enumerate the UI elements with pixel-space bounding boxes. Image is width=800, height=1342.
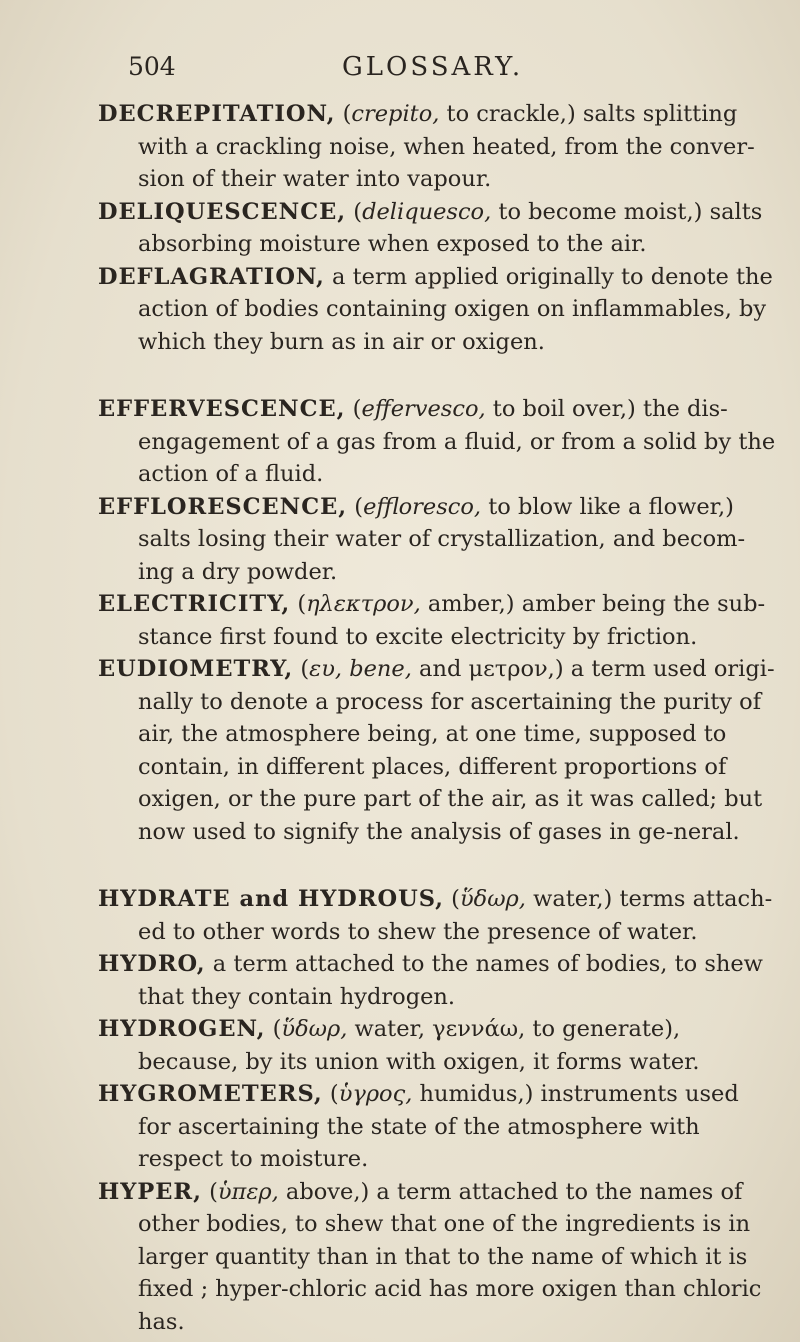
entry-etym-gloss: amber,): [420, 591, 515, 617]
entry-etymology: crepito,: [351, 101, 440, 127]
glossary-entry: [98, 1176, 778, 1339]
entry-etym-open: (: [346, 198, 363, 225]
entry-etym-open: (: [335, 101, 352, 127]
entry-definition: salts absorbing moisture when exposed to the air.: [138, 198, 763, 257]
glossary-entry: [98, 1013, 778, 1078]
entry-headword: EFFERVESCENCE,: [98, 396, 346, 422]
entry-etym-gloss: above,): [278, 1178, 370, 1205]
entry-etym-open: (: [345, 396, 362, 422]
entry-etymology: ὕδωρ,: [459, 886, 526, 912]
glossary-entry: [98, 491, 778, 589]
entry-headword: HYDROGEN,: [98, 1016, 266, 1042]
entry-headword: DELIQUESCENCE,: [98, 198, 347, 225]
entry-etym-open: (: [347, 493, 364, 520]
glossary-entry: [98, 196, 778, 261]
entry-headword: HYDRATE and HYDROUS,: [98, 886, 445, 912]
entry-headword: DECREPITATION,: [98, 101, 336, 127]
page-header: [128, 52, 688, 92]
entry-definition: the dis-engagement of a gas from a fluid, or from a solid by the action of a fluid.: [138, 396, 776, 487]
entry-etym-gloss: water, γεννάω, to generate),: [347, 1016, 681, 1042]
entry-headword: HYPER,: [98, 1178, 202, 1205]
entry-definition: salts splitting with a crackling noise, when heated, from the conver-sion of their water into vapour.: [138, 101, 755, 192]
entry-etym-gloss: humidus,): [412, 1081, 534, 1107]
entry-definition: because, by its union with oxigen, it forms water.: [138, 1048, 700, 1075]
entry-headword: ELECTRICITY,: [98, 591, 291, 617]
entry-headword: HYDRO,: [98, 951, 206, 977]
entry-definition: salts losing their water of crystallization, and becom-ing a dry powder.: [138, 526, 746, 585]
glossary-entry: [98, 1078, 778, 1176]
glossary-entry: [98, 393, 778, 491]
entry-etymology: ηλεκτρον,: [306, 591, 421, 617]
entry-headword: HYGROMETERS,: [98, 1081, 323, 1107]
page-number: 504: [128, 52, 176, 81]
glossary-entry: [98, 261, 778, 359]
entry-etym-open: (: [322, 1081, 339, 1107]
entry-etymology: deliquesco,: [362, 198, 492, 225]
entry-etym-open: (: [444, 886, 460, 912]
entry-definition: terms attach-ed to other words to shew the presence of water.: [138, 886, 773, 945]
entry-etym-open: (: [265, 1016, 282, 1042]
entry-definition: amber being the sub-stance first found to excite electricity by friction.: [138, 591, 766, 650]
entry-etymology: ευ, bene,: [309, 656, 412, 682]
entry-etymology: ὕδωρ,: [281, 1016, 348, 1042]
entry-etym-open: (: [201, 1178, 218, 1205]
glossary-entry: [98, 98, 778, 196]
entry-headword: DEFLAGRATION,: [98, 263, 325, 290]
entry-etym-open: (: [290, 591, 307, 617]
entry-definition: instruments used for ascertaining the state of the atmosphere with respect to moisture.: [138, 1081, 739, 1172]
entry-etym-gloss: to become moist,): [491, 198, 703, 225]
entry-headword: EUDIOMETRY,: [98, 656, 294, 682]
entry-etymology: effloresco,: [363, 493, 482, 520]
entry-headword: EFFLORESCENCE,: [98, 493, 348, 520]
entry-etymology: ὑγρος,: [338, 1081, 413, 1107]
entry-etymology: ὑπερ,: [217, 1178, 279, 1205]
entry-etym-gloss: to blow like a flower,): [481, 493, 734, 520]
entry-definition: a term applied originally to denote the action of bodies containing oxigen on inflammables, by which they burn as in air or oxigen.: [138, 263, 773, 355]
entry-definition: a term used origi-nally to denote a process for ascertaining the purity of air, the atmosphere being, at one time, supposed to contain, in different places, different proportions of oxigen, or the pure part of the air, as it was called; but now used to signify the analysis of gases in ge-neral.: [138, 656, 775, 845]
entry-etym-gloss: to boil over,): [485, 396, 636, 422]
entry-definition: a term attached to the names of bodies, to shew that they contain hydrogen.: [138, 951, 763, 1010]
entry-etym-gloss: water,): [525, 886, 613, 912]
running-head: GLOSSARY.: [342, 52, 524, 82]
entry-etym-gloss: and μετρον,): [411, 656, 564, 682]
glossary-entry: [98, 883, 778, 948]
glossary-entry: [98, 588, 778, 653]
entry-etym-gloss: to crackle,): [439, 101, 576, 127]
glossary-entries: [98, 98, 778, 1338]
glossary-entry: [98, 948, 778, 1013]
glossary-entry: [98, 653, 778, 848]
entry-etymology: effervesco,: [361, 396, 486, 422]
entry-etym-open: (: [293, 656, 310, 682]
entry-definition: a term attached to the names of other bodies, to shew that one of the ingredients is in larger quantity than in that to the name of which it is fixed ; hyper-chloric acid has more oxigen than chloric has.: [138, 1178, 762, 1335]
